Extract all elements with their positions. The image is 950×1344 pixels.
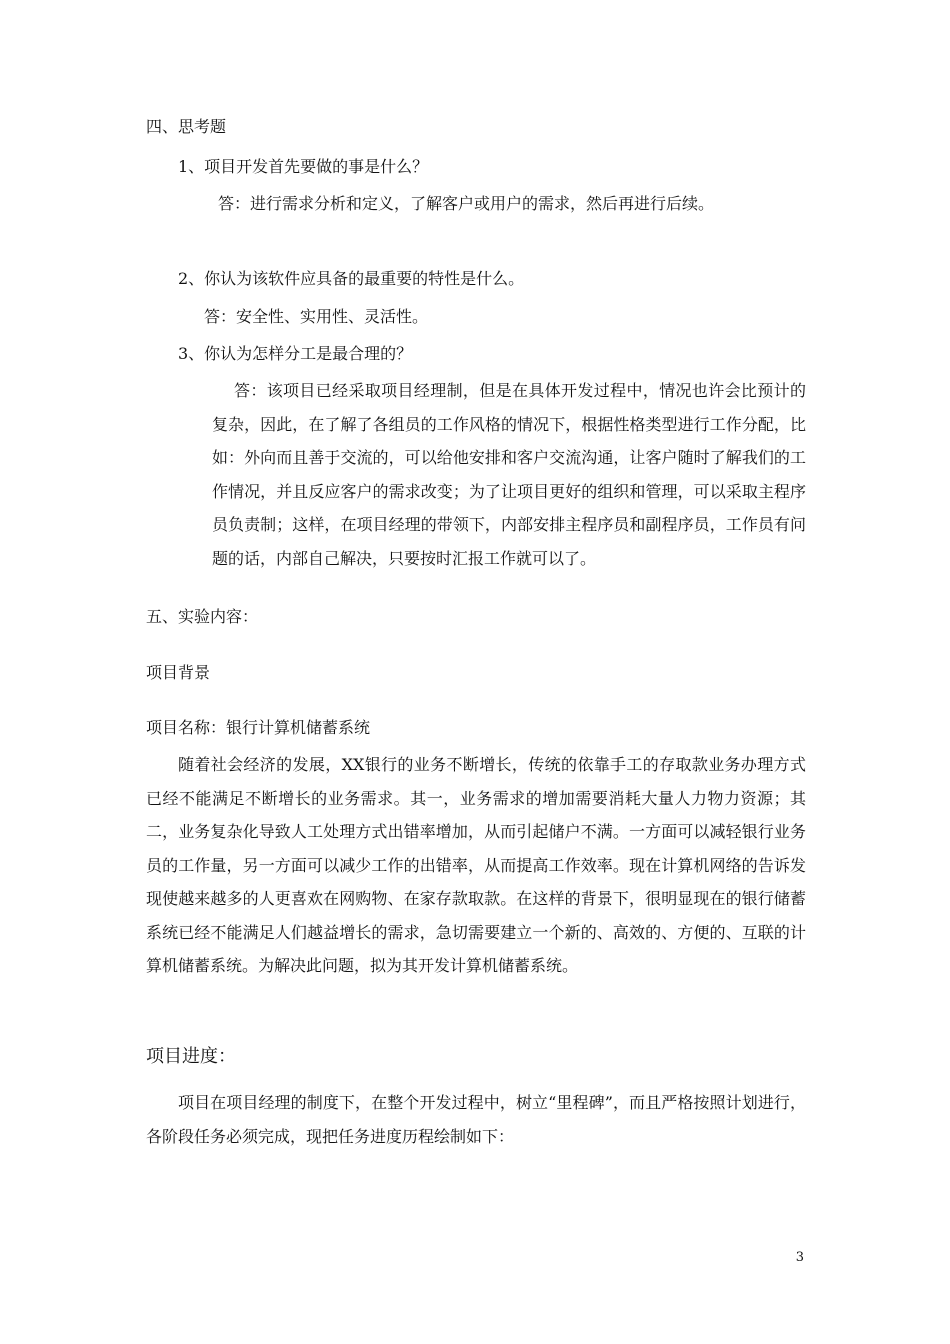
- project-name: 项目名称：银行计算机储蓄系统: [146, 718, 371, 737]
- answer-2: 答：安全性、实用性、灵活性。: [204, 307, 429, 326]
- answer-3: 答：该项目已经采取项目经理制，但是在具体开发过程中，情况也许会比预计的复杂，因此，在了解了各组员的工作风格的情况下，根据性格类型进行工作分配，比如：外向而且善于交流的，可以给他安排和客户交流沟通，让客户随时了解我们的工作情况，并且反应客户的需求改变；为了让项目更好的组织和管理，可以采取主程序员负责制；这样，在项目经理的带领下，内部安排主程序员和副程序员，工作员有问题的话，内部自己解决，只要按时汇报工作就可以了。: [212, 381, 806, 568]
- question-3: 3、你认为怎样分工是最合理的？: [178, 344, 413, 363]
- page-number: 3: [795, 1250, 804, 1265]
- section-heading-questions: 四、思考题: [146, 117, 227, 136]
- question-2: 2、你认为该软件应具备的最重要的特性是什么。: [178, 269, 525, 288]
- background-title: 项目背景: [146, 663, 211, 682]
- question-1: 1、项目开发首先要做的事是什么？: [178, 157, 429, 176]
- answer-1: 答：进行需求分析和定义，了解客户或用户的需求，然后再进行后续。: [218, 194, 715, 213]
- progress-paragraph: 项目在项目经理的制度下，在整个开发过程中，树立“里程碑”，而且严格按照计划进行，各阶段任务必须完成，现把任务进度历程绘制如下：: [146, 1093, 806, 1146]
- progress-title: 项目进度：: [146, 1046, 236, 1067]
- background-paragraph: 随着社会经济的发展，XX银行的业务不断增长，传统的依靠手工的存取款业务办理方式已经不能满足不断增长的业务需求。其一，业务需求的增加需要消耗大量人力物力资源；其二，业务复杂化导致人工处理方式出错率增加，从而引起储户不满。一方面可以减轻银行业务员的工作量，另一方面可以减少工作的出错率，从而提高工作效率。现在计算机网络的告诉发现使越来越多的人更喜欢在网购物、在家存款取款。在这样的背景下，很明显现在的银行储蓄系统已经不能满足人们越益增长的需求，急切需要建立一个新的、高效的、方便的、互联的计算机储蓄系统。为解决此问题，拟为其开发计算机储蓄系统。: [146, 755, 806, 975]
- section-heading-experiment: 五、实验内容：: [146, 607, 259, 626]
